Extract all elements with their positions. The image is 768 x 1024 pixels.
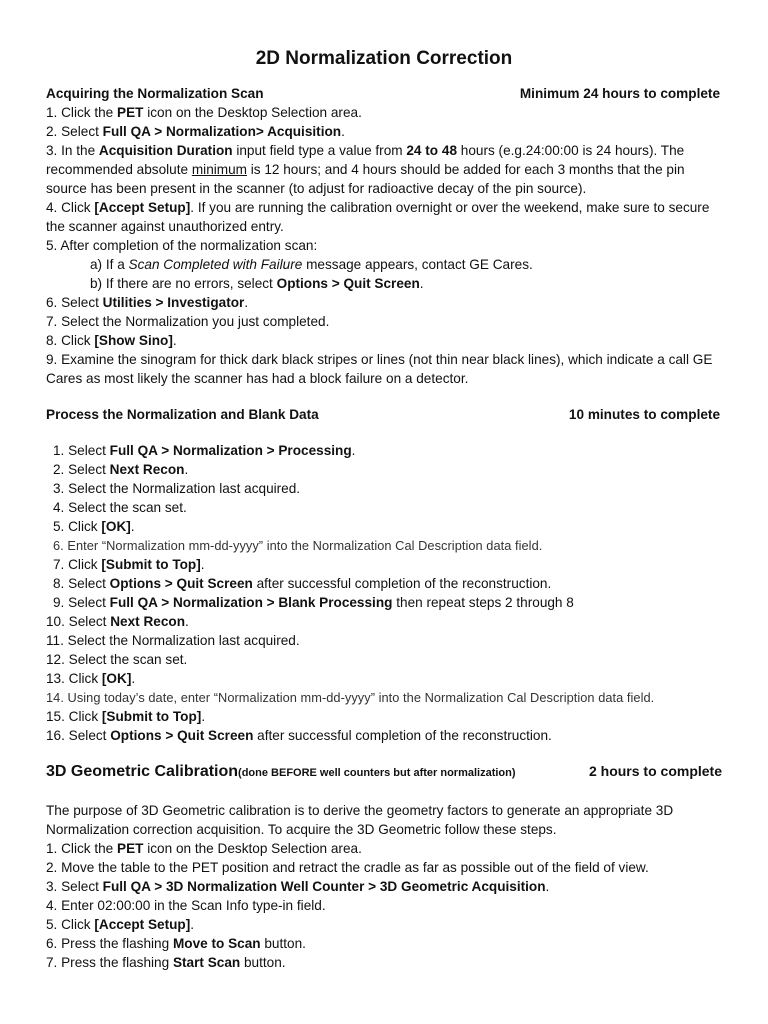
step: 7. Press the flashing Start Scan button. [46,955,286,970]
processing-steps [46,441,722,745]
section-note: (done BEFORE well counters but after normalization) [238,767,516,779]
step: 3. In the Acquisition Duration input field type a value from 24 to 48 hours (e.g.24:00:00 is 24 hours). The recommended absolute minimum is 12 hours; and 4 hours should be added for each 3 months that the pin source has been present in the scanner (to adjust for radioactive decay of the pin source). [46,143,685,196]
step: 7. Click [Submit to Top]. [53,557,205,572]
step: 5. Click [Accept Setup]. [46,917,195,932]
step: 2. Select Next Recon. [53,462,189,477]
step: 7. Select the Normalization you just completed. [46,314,330,329]
step: 8. Select Options > Quit Screen after successful completion of the reconstruction. [53,576,552,591]
section-header-geometric [46,762,722,783]
step: 16. Select Options > Quit Screen after successful completion of the reconstruction. [46,728,552,743]
step: 4. Enter 02:00:00 in the Scan Info type-in field. [46,898,326,913]
step: 1. Click the PET icon on the Desktop Selection area. [46,105,362,120]
step: 1. Click the PET icon on the Desktop Selection area. [46,841,362,856]
step: 5. After completion of the normalization scan: [46,238,318,253]
step: 2. Select Full QA > Normalization> Acquisition. [46,124,345,139]
section-duration: 2 hours to complete [588,763,722,779]
section-duration: Minimum 24 hours to complete [519,86,720,101]
step: 4. Click [Accept Setup]. If you are running the calibration overnight or over the weekend, make sure to secure the scanner against unauthorized entry. [46,200,710,234]
sub-step: a) If a Scan Completed with Failure message appears, contact GE Cares. [90,257,533,272]
step: 3. Select Full QA > 3D Normalization Well Counter > 3D Geometric Acquisition. [46,879,550,894]
step: 13. Click [OK]. [46,671,136,686]
section-header-acquisition [46,84,722,103]
step: 10. Select Next Recon. [46,614,189,629]
section-intro: The purpose of 3D Geometric calibration is to derive the geometry factors to generate an appropriate 3D Normalization correction acquisition. To acquire the 3D Geometric follow these steps. [46,803,674,837]
section-title: Acquiring the Normalization Scan [46,86,264,101]
section-title: 3D Geometric Calibration [46,763,239,780]
step: 8. Click [Show Sino]. [46,333,177,348]
section-duration: 10 minutes to complete [568,407,720,422]
step: 6. Press the flashing Move to Scan button. [46,936,306,951]
step: 11. Select the Normalization last acquired. [46,633,300,648]
section-title: Process the Normalization and Blank Data [46,407,319,422]
step: 9. Select Full QA > Normalization > Blank Processing then repeat steps 2 through 8 [53,595,574,610]
step: 2. Move the table to the PET position and retract the cradle as far as possible out of the field of view. [46,860,649,875]
step: 1. Select Full QA > Normalization > Processing. [53,443,356,458]
step: 4. Select the scan set. [53,500,187,515]
step: 14. Using today’s date, enter “Normalization mm-dd-yyyy” into the Normalization Cal Description data field. [46,690,655,705]
step: 3. Select the Normalization last acquired. [53,481,301,496]
step: 12. Select the scan set. [46,652,188,667]
step: 9. Examine the sinogram for thick dark black stripes or lines (not thin near black lines), which indicate a call GE Cares as most likely the scanner has had a block failure on a detector. [46,352,713,386]
step: 6. Enter “Normalization mm-dd-yyyy” into the Normalization Cal Description data field. [53,538,543,553]
section-header-processing [46,405,722,424]
page-title: 2D Normalization Correction [255,48,513,69]
step: 15. Click [Submit to Top]. [46,709,206,724]
sub-step: b) If there are no errors, select Options > Quit Screen. [90,276,424,291]
step: 6. Select Utilities > Investigator. [46,295,249,310]
step: 5. Click [OK]. [53,519,135,534]
